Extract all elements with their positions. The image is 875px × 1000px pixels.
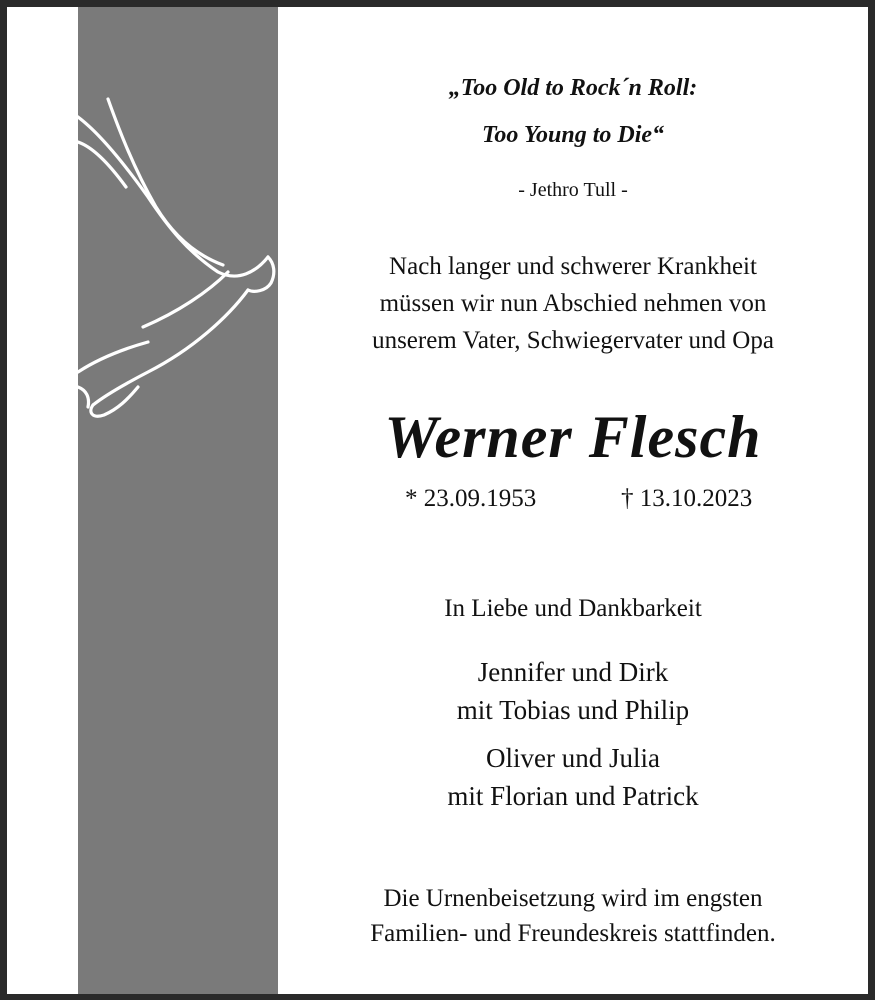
intro-line-2: müssen wir nun Abschied nehmen von: [379, 290, 767, 317]
intro-line-1: Nach langer und schwerer Krankheit: [389, 253, 757, 280]
quote-author: - Jethro Tull -: [518, 179, 628, 201]
mourner-line: Oliver und Julia: [486, 743, 660, 773]
death-date: † 13.10.2023: [621, 485, 753, 512]
mourner-line: mit Florian und Patrick: [447, 781, 699, 811]
closing-line-2: Familien- und Freundeskreis stattfinden.: [370, 920, 776, 947]
intro-line-3: unserem Vater, Schwiegervater und Opa: [372, 327, 774, 354]
deceased-name: Werner Flesch: [384, 404, 762, 470]
birth-date: * 23.09.1953: [405, 485, 537, 512]
quote-line-1: „Too Old to Rock´n Roll:: [448, 75, 698, 101]
dove-icon: [78, 87, 278, 427]
mourner-line: mit Tobias und Philip: [456, 695, 690, 725]
mourner-line: Jennifer und Dirk: [477, 657, 669, 687]
closing-line-1: Die Urnenbeisetzung wird im engsten: [383, 885, 763, 912]
gratitude-line: In Liebe und Dankbarkeit: [444, 595, 702, 622]
notice-text-area: [278, 7, 868, 994]
quote-line-2: Too Young to Die“: [481, 122, 665, 148]
